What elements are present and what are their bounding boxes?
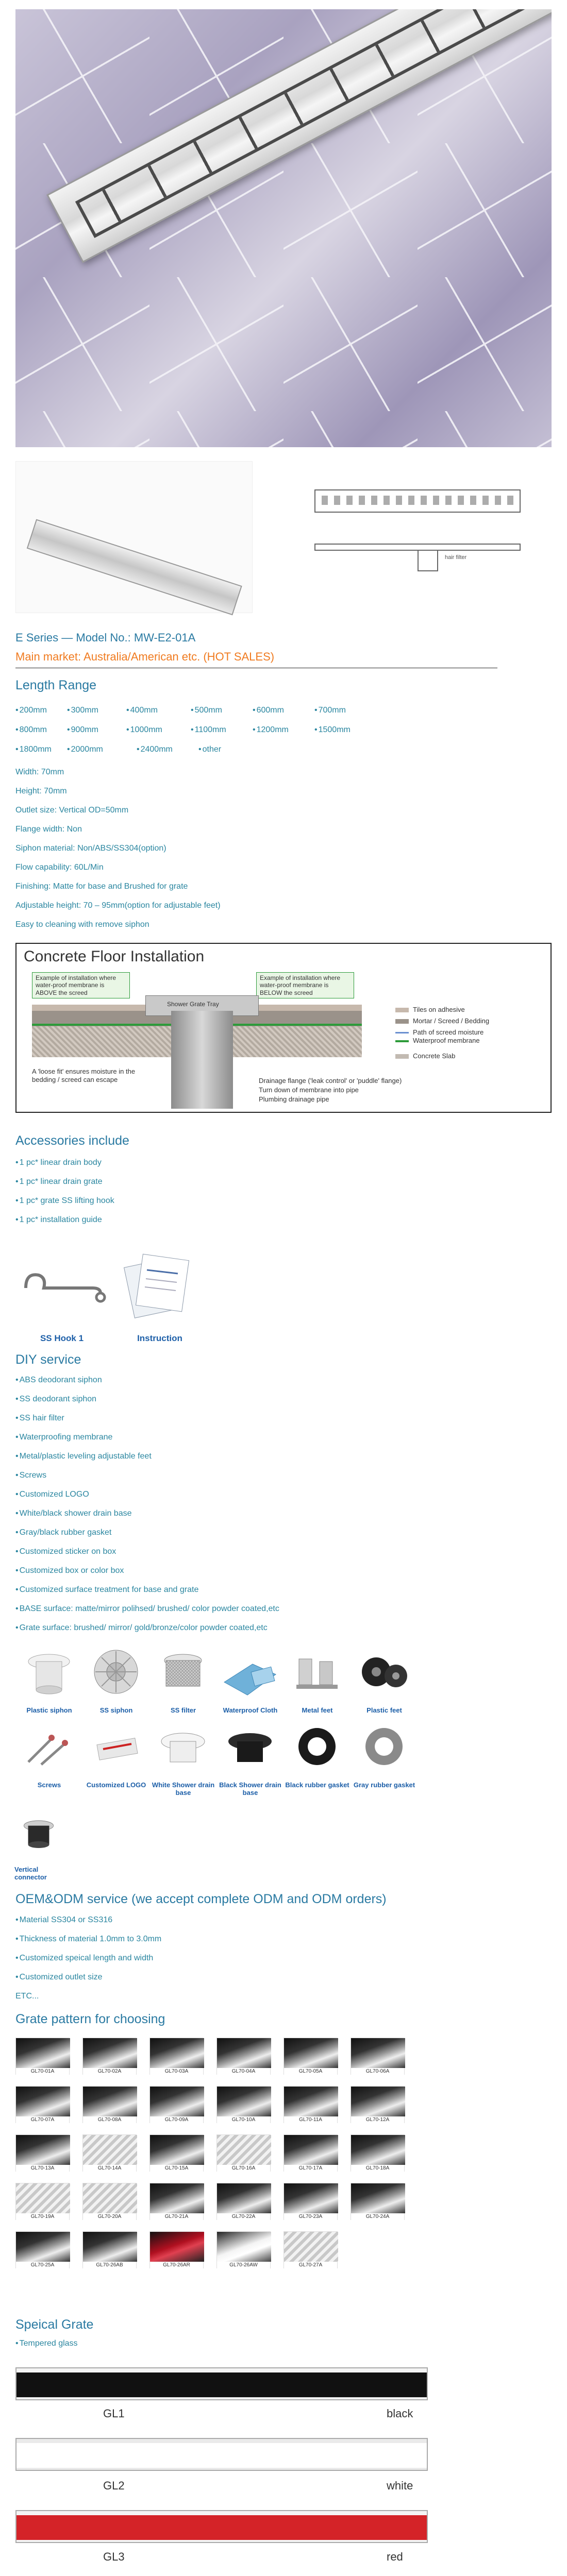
grate-pattern-gl70-26aw [216, 2231, 271, 2268]
part-caption: Gray rubber gasket [353, 1781, 415, 1789]
grate-pattern-gl70-14a [82, 2134, 137, 2172]
grate-pattern-gl70-13a [15, 2134, 70, 2172]
diy-item: • Customized box or color box [15, 1566, 124, 1575]
waterproof-cloth-icon [222, 1646, 278, 1703]
grate-pattern-gl70-25a [15, 2231, 70, 2268]
length-item: • 200mm [15, 706, 47, 715]
oem-etc: ETC... [15, 1992, 39, 2001]
box-membrane-above: Example of installation where water-proof membrane is ABOVE the screed [32, 972, 130, 998]
glass-grate-white [15, 2438, 428, 2471]
grate-code: GL70-09A [150, 2116, 203, 2124]
screws-icon [21, 1721, 77, 1777]
grate-pattern-gl70-01a [15, 2038, 70, 2075]
grate-pattern-gl70-26ab [82, 2231, 137, 2268]
note-flange: Drainage flange ('leak control' or 'puddle' flange) [259, 1077, 402, 1084]
grate-code: GL70-04A [217, 2068, 270, 2075]
grate-pattern-gl70-05a [284, 2038, 338, 2075]
grate-pattern-gl70-16a [216, 2134, 271, 2172]
grate-thumbnail [150, 2038, 204, 2068]
spec-item: Outlet size: Vertical OD=50mm [15, 806, 129, 815]
plastic-feet-icon [356, 1646, 412, 1703]
part-caption: Plastic siphon [26, 1706, 72, 1714]
grate-pattern-gl70-26ar [149, 2231, 204, 2268]
grate-thumbnail [16, 2232, 70, 2262]
oem-item: • Customized outlet size [15, 1973, 103, 1982]
grate-code: GL70-08A [83, 2116, 136, 2124]
accessory-item: • 1 pc* installation guide [15, 1215, 102, 1225]
diy-item: • Waterproofing membrane [15, 1433, 112, 1442]
oem-item: • Thickness of material 1.0mm to 3.0mm [15, 1935, 161, 1944]
length-item: • other [198, 745, 221, 754]
glass-code: GL1 [103, 2407, 125, 2420]
grate-pattern-gl70-24a [351, 2183, 405, 2220]
grate-pattern-gl70-22a [216, 2183, 271, 2220]
grate-pattern-gl70-10a [216, 2086, 271, 2123]
spec-item: Easy to cleaning with remove siphon [15, 920, 149, 929]
special-sub: • Tempered glass [15, 2339, 78, 2348]
grate-pattern-gl70-03a [149, 2038, 204, 2075]
grate-thumbnail [351, 2135, 405, 2165]
glass-color: white [387, 2479, 413, 2492]
grate-code: GL70-07A [16, 2116, 69, 2124]
gray-rubber-gasket-icon [356, 1721, 412, 1777]
length-item: • 800mm [15, 725, 47, 735]
glass-code: GL3 [103, 2550, 125, 2563]
drawing-top-view [314, 489, 521, 513]
drain-pipe [171, 1011, 233, 1109]
length-item: • 2000mm [67, 745, 103, 754]
grate-thumbnail [217, 2183, 271, 2213]
legend-item: Tiles on adhesive [395, 1006, 465, 1013]
note-loose-fit: A 'loose fit' ensures moisture in the bedding / screed can escape [32, 1067, 136, 1083]
grate-thumbnail [16, 2087, 70, 2116]
grate-code: GL70-26AR [150, 2262, 203, 2269]
length-item: • 1100mm [191, 725, 226, 735]
grate-thumbnail [16, 2038, 70, 2068]
grate-heading: Grate pattern for choosing [15, 2012, 165, 2026]
grate-code: GL70-27A [284, 2262, 337, 2269]
spec-item: Flow capability: 60L/Min [15, 863, 104, 872]
black-rubber-gasket-icon [289, 1721, 345, 1777]
grate-thumbnail [284, 2183, 338, 2213]
grate-code: GL70-03A [150, 2068, 203, 2075]
grate-pattern-gl70-17a [284, 2134, 338, 2172]
special-heading: Speical Grate [15, 2317, 94, 2332]
grate-thumbnail [351, 2183, 405, 2213]
length-item: • 400mm [126, 706, 158, 715]
legend-item: Concrete Slab [395, 1052, 455, 1060]
glass-color: black [387, 2407, 413, 2420]
grate-pattern-gl70-23a [284, 2183, 338, 2220]
spec-item: Flange width: Non [15, 825, 82, 834]
ss-hook-icon [15, 1252, 108, 1324]
grate-code: GL70-05A [284, 2068, 337, 2075]
part-caption: Black rubber gasket [285, 1781, 349, 1789]
spec-item: Adjustable height: 70 – 95mm(option for adjustable feet) [15, 901, 221, 910]
grate-pattern-gl70-21a [149, 2183, 204, 2220]
length-item: • 700mm [314, 706, 346, 715]
metal-feet-icon [289, 1646, 345, 1703]
grate-pattern-gl70-15a [149, 2134, 204, 2172]
glass-code: GL2 [103, 2479, 125, 2492]
product-side-photo [15, 461, 253, 613]
grate-code: GL70-13A [16, 2165, 69, 2172]
grate-code: GL70-21A [150, 2213, 203, 2221]
grate-pattern-gl70-27a [284, 2231, 338, 2268]
accessories-heading: Accessories include [15, 1133, 129, 1148]
accessory-item: • 1 pc* grate SS lifting hook [15, 1196, 114, 1206]
oem-item: • Customized speical length and width [15, 1954, 153, 1963]
diy-item: • Customized surface treatment for base and grate [15, 1585, 198, 1595]
legend-item: Mortar / Screed / Bedding [395, 1017, 489, 1025]
grate-pattern-gl70-06a [351, 2038, 405, 2075]
grate-pattern-gl70-12a [351, 2086, 405, 2123]
accessory-item: • 1 pc* linear drain grate [15, 1177, 103, 1187]
grate-code: GL70-17A [284, 2165, 337, 2172]
grate-thumbnail [351, 2087, 405, 2116]
ss-filter-icon [155, 1646, 211, 1703]
length-range-heading: Length Range [15, 678, 97, 692]
market-line: Main market: Australia/American etc. (HOT SALES) [15, 650, 275, 663]
grate-thumbnail [150, 2183, 204, 2213]
instruction-booklet-icon [119, 1247, 196, 1319]
diy-item: • Gray/black rubber gasket [15, 1528, 111, 1537]
grate-code: GL70-23A [284, 2213, 337, 2221]
length-item: • 1200mm [253, 725, 289, 735]
part-caption: SS filter [170, 1706, 196, 1714]
glass-grate-red [15, 2510, 428, 2543]
spec-item: Finishing: Matte for base and Brushed for grate [15, 882, 188, 891]
grate-thumbnail [284, 2232, 338, 2262]
grate-pattern-gl70-08a [82, 2086, 137, 2123]
grate-code: GL70-26AW [217, 2262, 270, 2269]
box-membrane-below: Example of installation where water-proof membrane is BELOW the screed [256, 972, 354, 998]
grate-pattern-gl70-11a [284, 2086, 338, 2123]
diy-item: • Grate surface: brushed/ mirror/ gold/bronze/color powder coated,etc [15, 1623, 268, 1633]
legend-item: Path of screed moisture [395, 1028, 483, 1036]
length-item: • 600mm [253, 706, 284, 715]
grate-thumbnail [217, 2087, 271, 2116]
grate-thumbnail [16, 2135, 70, 2165]
part-caption: SS siphon [99, 1706, 133, 1714]
grate-thumbnail [83, 2087, 137, 2116]
diy-item: • Screws [15, 1471, 46, 1480]
grate-code: GL70-12A [351, 2116, 404, 2124]
black-shower-drain-base-icon [222, 1721, 278, 1777]
grate-thumbnail [284, 2135, 338, 2165]
spec-item: Height: 70mm [15, 787, 67, 795]
drawing-trap [418, 551, 438, 571]
glass-color: red [387, 2550, 403, 2563]
grate-thumbnail [16, 2183, 70, 2213]
part-caption: Customized LOGO [86, 1781, 146, 1789]
grate-code: GL70-26AB [83, 2262, 136, 2269]
part-caption: Metal feet [302, 1706, 333, 1714]
grate-thumbnail [83, 2038, 137, 2068]
ss-hook-caption: SS Hook 1 [40, 1333, 84, 1343]
white-shower-drain-base-icon [155, 1721, 211, 1777]
instruction-caption: Instruction [137, 1333, 182, 1343]
diy-item: • SS hair filter [15, 1414, 64, 1423]
drawing-side-view [314, 544, 521, 551]
part-caption: Waterproof Cloth [223, 1706, 278, 1714]
diy-item: • Customized sticker on box [15, 1547, 116, 1556]
concrete-title: Concrete Floor Installation [24, 948, 205, 965]
spec-item: Width: 70mm [15, 768, 64, 776]
grate-thumbnail [83, 2232, 137, 2262]
length-item: • 1500mm [314, 725, 351, 735]
length-item: • 300mm [67, 706, 98, 715]
diy-item: • BASE surface: matte/mirror polihsed/ brushed/ color powder coated,etc [15, 1604, 279, 1614]
grate-code: GL70-01A [16, 2068, 69, 2075]
diy-item: • Customized LOGO [15, 1490, 89, 1499]
diy-item: • Metal/plastic leveling adjustable feet [15, 1452, 152, 1461]
hair-filter-label: hair filter [445, 554, 467, 561]
length-item: • 500mm [191, 706, 222, 715]
part-caption: Plastic feet [366, 1706, 402, 1714]
length-item: • 1800mm [15, 745, 52, 754]
oem-item: • Material SS304 or SS316 [15, 1916, 112, 1925]
grate-code: GL70-19A [16, 2213, 69, 2221]
grate-thumbnail [284, 2087, 338, 2116]
grate-code: GL70-24A [351, 2213, 404, 2221]
diy-item: • White/black shower drain base [15, 1509, 132, 1518]
grate-code: GL70-06A [351, 2068, 404, 2075]
grate-thumbnail [217, 2232, 271, 2262]
part-caption: Black Shower drain base [219, 1781, 281, 1797]
grate-thumbnail [83, 2135, 137, 2165]
grate-code: GL70-11A [284, 2116, 337, 2124]
grate-thumbnail [150, 2232, 204, 2262]
grate-code: GL70-02A [83, 2068, 136, 2075]
glass-grate-black [15, 2367, 428, 2400]
legend-item: Waterproof membrane [395, 1037, 480, 1044]
tray-label: Shower Grate Tray [167, 1001, 219, 1008]
grate-thumbnail [217, 2135, 271, 2165]
accessory-item: • 1 pc* linear drain body [15, 1158, 102, 1167]
grate-code: GL70-25A [16, 2262, 69, 2269]
grate-pattern-gl70-04a [216, 2038, 271, 2075]
note-pipe: Plumbing drainage pipe [259, 1095, 329, 1103]
grate-code: GL70-15A [150, 2165, 203, 2172]
length-item: • 900mm [67, 725, 98, 735]
note-turn-down: Turn down of membrane into pipe [259, 1086, 359, 1094]
grate-thumbnail [351, 2038, 405, 2068]
hero-product-photo [15, 9, 552, 447]
grate-code: GL70-10A [217, 2116, 270, 2124]
grate-thumbnail [150, 2087, 204, 2116]
technical-drawing [299, 464, 552, 603]
part-caption: White Shower drain base [152, 1781, 215, 1797]
concrete-installation-diagram [15, 943, 552, 1113]
ss-siphon-icon [88, 1646, 144, 1703]
grate-code: GL70-22A [217, 2213, 270, 2221]
vertical-connector-icon [15, 1811, 62, 1857]
grate-code: GL70-16A [217, 2165, 270, 2172]
diy-item: • SS deodorant siphon [15, 1395, 96, 1404]
grate-pattern-gl70-20a [82, 2183, 137, 2220]
diy-heading: DIY service [15, 1352, 81, 1367]
series-line: E Series — Model No.: MW-E2-01A [15, 631, 196, 644]
customized-logo-icon [88, 1721, 144, 1777]
grate-pattern-gl70-18a [351, 2134, 405, 2172]
grate-pattern-gl70-19a [15, 2183, 70, 2220]
grate-pattern-gl70-09a [149, 2086, 204, 2123]
grate-code: GL70-18A [351, 2165, 404, 2172]
grate-thumbnail [150, 2135, 204, 2165]
grate-pattern-gl70-02a [82, 2038, 137, 2075]
grate-code: GL70-14A [83, 2165, 136, 2172]
oem-heading: OEM&ODM service (we accept complete ODM and ODM orders) [15, 1892, 387, 1906]
length-item: • 2400mm [137, 745, 173, 754]
grate-thumbnail [83, 2183, 137, 2213]
diy-item: • ABS deodorant siphon [15, 1376, 102, 1385]
spec-item: Siphon material: Non/ABS/SS304(option) [15, 844, 166, 853]
part-caption: Screws [37, 1781, 61, 1789]
plastic-siphon-icon [21, 1646, 77, 1703]
length-item: • 1000mm [126, 725, 162, 735]
grate-pattern-gl70-07a [15, 2086, 70, 2123]
grate-code: GL70-20A [83, 2213, 136, 2221]
grate-thumbnail [284, 2038, 338, 2068]
part-caption: Vertical connector [14, 1866, 47, 1881]
grate-thumbnail [217, 2038, 271, 2068]
